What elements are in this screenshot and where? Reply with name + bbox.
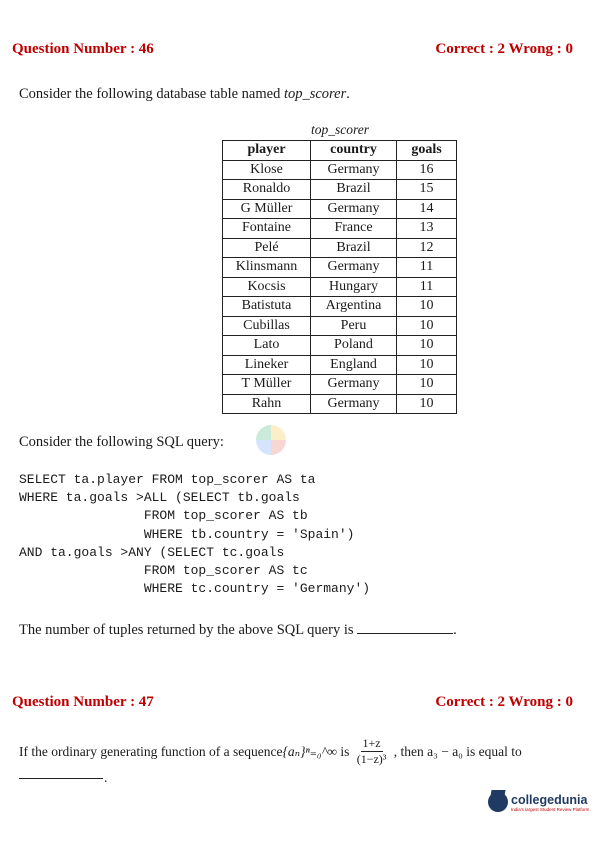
question-sentence: The number of tuples returned by the above SQL query is <box>19 622 354 638</box>
table-cell: Brazil <box>311 238 397 258</box>
table-row <box>223 394 457 414</box>
fraction-numerator: 1+z <box>362 736 381 750</box>
table-cell: 11 <box>397 258 457 278</box>
table-cell: Rahn <box>223 394 311 414</box>
marks-info: Correct : 2 Wrong : 0 <box>435 694 573 710</box>
table-row <box>223 375 457 395</box>
generating-function <box>357 736 387 767</box>
question-intro <box>19 86 350 103</box>
table-cell: Peru <box>311 316 397 336</box>
table-row <box>223 277 457 297</box>
table-cell: Kocsis <box>223 277 311 297</box>
table-cell: Poland <box>311 336 397 356</box>
brand-logo <box>488 792 589 812</box>
table-cell: 15 <box>397 180 457 200</box>
question-number: Question Number : 47 <box>12 694 154 710</box>
table-cell: Ronaldo <box>223 180 311 200</box>
table-cell: 10 <box>397 355 457 375</box>
table-cell: 10 <box>397 375 457 395</box>
answer-blank <box>19 778 103 779</box>
graduation-cap-icon <box>488 792 508 812</box>
watermark-logo <box>256 425 286 455</box>
table-row <box>223 297 457 317</box>
table-cell: 10 <box>397 297 457 317</box>
table-row <box>223 180 457 200</box>
table-cell: Klose <box>223 160 311 180</box>
table-cell: Germany <box>311 258 397 278</box>
table-cell: 10 <box>397 336 457 356</box>
table-cell: Fontaine <box>223 219 311 239</box>
table-cell: 10 <box>397 316 457 336</box>
table-cell: Hungary <box>311 277 397 297</box>
fraction-denominator: (1−z)³ <box>356 752 387 766</box>
top-scorer-table <box>222 140 457 414</box>
q47-end: . <box>104 770 108 785</box>
table-cell: Germany <box>311 394 397 414</box>
table-row <box>223 219 457 239</box>
table-cell: Germany <box>311 375 397 395</box>
sequence-notation: {aₙ}ⁿ₌₀^∞ <box>282 743 337 759</box>
answer-blank <box>357 620 453 634</box>
table-cell: Pelé <box>223 238 311 258</box>
table-row <box>223 199 457 219</box>
table-cell: Germany <box>311 160 397 180</box>
table-cell: 12 <box>397 238 457 258</box>
table-cell: Germany <box>311 199 397 219</box>
table-cell: T Müller <box>223 375 311 395</box>
brand-tagline: India's largest Student Review Platform <box>511 806 590 812</box>
table-header-row <box>223 141 457 161</box>
table-row <box>223 316 457 336</box>
table-cell: 10 <box>397 394 457 414</box>
question-46-header <box>12 41 573 58</box>
q47-is: is <box>336 743 353 759</box>
table-cell: 14 <box>397 199 457 219</box>
table-cell: Klinsmann <box>223 258 311 278</box>
table-row <box>223 336 457 356</box>
column-header: player <box>223 141 311 161</box>
table-row <box>223 160 457 180</box>
table-cell: Cubillas <box>223 316 311 336</box>
question-end: . <box>453 622 457 638</box>
column-header: country <box>311 141 397 161</box>
marks-info: Correct : 2 Wrong : 0 <box>435 41 573 57</box>
table-cell: Lineker <box>223 355 311 375</box>
table-cell: G Müller <box>223 199 311 219</box>
table-cell: Lato <box>223 336 311 356</box>
intro-text: Consider the following database table named <box>19 86 284 102</box>
sql-intro: Consider the following SQL query: <box>19 434 224 450</box>
table-cell: France <box>311 219 397 239</box>
question-text <box>19 620 457 639</box>
table-cell: 16 <box>397 160 457 180</box>
column-header: goals <box>397 141 457 161</box>
table-cell: Brazil <box>311 180 397 200</box>
brand-name: collegedunia <box>511 792 588 807</box>
intro-end: . <box>346 86 350 102</box>
question-47-text <box>19 736 584 767</box>
table-row <box>223 238 457 258</box>
table-row <box>223 258 457 278</box>
question-47-header <box>12 694 573 711</box>
table-cell: 11 <box>397 277 457 297</box>
table-cell: 13 <box>397 219 457 239</box>
q47-prefix: If the ordinary generating function of a sequence <box>19 743 283 759</box>
table-cell: Argentina <box>311 297 397 317</box>
table-cell: Batistuta <box>223 297 311 317</box>
table-cell: England <box>311 355 397 375</box>
question-number: Question Number : 46 <box>12 41 154 57</box>
table-caption: top_scorer <box>311 122 369 137</box>
table-row <box>223 355 457 375</box>
sql-query: SELECT ta.player FROM top_scorer AS ta WHERE ta.goals >ALL (SELECT tb.goals FROM top_scorer AS tb WHERE tb.country = 'Spain') AND ta.goals >ANY (SELECT tc.goals FROM top_scorer AS tc WHERE tc.country = 'Germany') <box>19 472 371 597</box>
q47-suffix: , then a₃ − a₀ is equal to <box>390 743 522 759</box>
intro-table-name: top_scorer <box>283 86 347 102</box>
